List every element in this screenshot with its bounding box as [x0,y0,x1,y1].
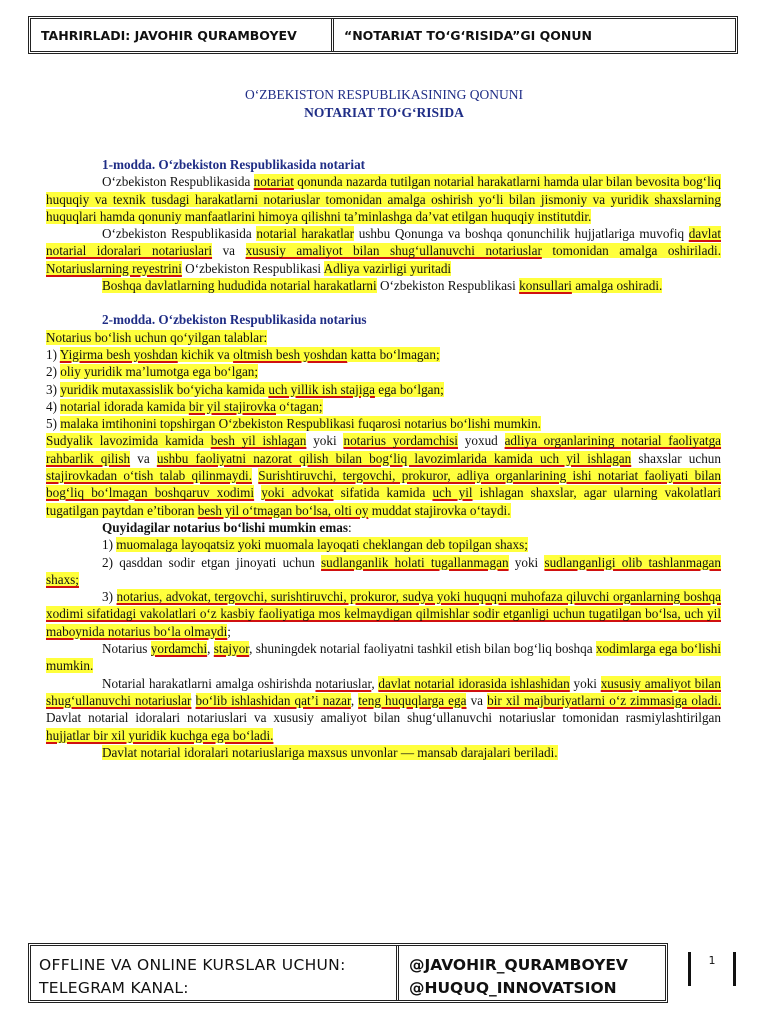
text-run: 4) [46,398,61,414]
highlight: malaka imtihonini topshirgan O‘zbekiston Respublikasi fuqarosi notarius bo‘lishi mumkin. [60,416,541,432]
highlight-underline: sudlanganligi olib tashlanmagan shaxs; [46,554,721,587]
cannot-item-1 [46,536,721,553]
paragraph-gap [46,294,721,311]
highlight: yuridik mutaxassislik bo‘yicha kamida [60,381,269,397]
header-doc-title: “NOTARIAT TO‘G‘RISIDA”GI QONUN [344,27,592,43]
telegram-handle-1[interactable]: @JAVOHIR_QURAMBOYEV [409,956,628,974]
titles-paragraph [46,744,721,761]
text-run: yoki [508,554,545,570]
highlight-underline: notarius, advokat, tergovchi, surishtiruvchi, prokuror, sudya yoki huquqni muhofaza qiluvchi organlarning boshqa xodimi sifatidagi vakolatlari o‘z kasbiy faoliyatiga mos kelmaydigan qilmishlar sodir etganligi uchun tugatilgan bo‘lsa, uch yil maboynida notarius bo‘la olmaydi [46,589,721,639]
helpers-paragraph [46,640,721,675]
text-run [191,693,195,708]
text-run: , [350,692,359,708]
footer-courses-line-2: TELEGRAM KANAL: [39,979,189,997]
text-run: Davlat notarial idoralari notariuslari va xususiy amaliyot bilan shug‘ullanuvchi notariuslar tomonidan rasmiylashtirilgan [46,710,721,726]
highlight-underline: notarius yordamchisi [343,433,458,449]
text-run: yoxud [457,433,505,449]
text-run: 5) [46,416,61,432]
footer-table [28,943,668,1003]
footer-telegram [399,946,665,1000]
highlight-underline: uch yillik ish stajiga [268,381,375,397]
text-run: va [130,450,157,466]
text-run: 1) [102,537,117,553]
requirement-2 [46,363,721,380]
highlight: Davlat notarial idoralari notariuslariga maxsus unvonlar — mansab darajalari beriladi. [102,744,558,760]
text-run: va [212,243,246,259]
highlight-underline: bir xil majburiyatlarni o‘z zimmasiga oladi. [487,692,722,708]
article-2-heading: 2-modda. O‘zbekiston Respublikasida notarius [102,312,367,328]
highlight-underline: adliya organlarining notarial faoliyatga rahbarlik qilish [46,433,722,466]
text-run: Notarial harakatlarni amalga oshirishda [102,675,316,691]
highlight-underline: bir yil stajirovka [188,398,276,414]
text-run: yoki [569,675,601,691]
article-1-paragraph-1 [46,173,721,225]
highlight-underline: Yigirma besh yoshdan [59,346,178,362]
highlight-underline: uch yil [432,485,473,501]
highlight-underline: yordamchi [150,641,208,657]
footer-courses-line-1: OFFLINE VA ONLINE KURSLAR UCHUN: [39,956,346,974]
highlight: tomonidan amalga oshiriladi. [541,243,722,259]
highlight: xodimlarga ega bo‘lishi mumkin. [46,641,721,674]
header-table [28,16,738,54]
page-number: 1 [708,954,716,967]
text-run: shaxslar uchun [631,450,721,466]
text-run: , [207,641,214,657]
highlight-underline: davlat notarial idoralari notariuslari [46,226,721,259]
header-editor: TAHRIRLADI: JAVOHIR QURAMBOYEV [31,19,334,51]
requirement-4 [46,398,721,415]
highlight-underline: besh yil o‘tmagan bo‘lsa, olti oy [197,502,369,518]
highlight: Notarius bo‘lish uchun qo‘yilgan talablar: [46,329,268,345]
highlight-underline: notariat [253,174,294,190]
text-run: Quyidagilar notarius bo‘lishi mumkin emas [102,519,348,535]
text-run: yoki [306,433,344,449]
highlight: ega bo‘lgan; [374,381,444,397]
highlight-underline: davlat notarial idorasida ishlashidan [378,675,570,691]
text-run: O‘zbekiston Respublikasida [102,226,257,242]
requirement-3 [46,381,721,398]
footer-courses [31,946,399,1000]
law-subtitle: NOTARIAT TO‘G‘RISIDA [304,105,464,120]
highlight-underline: konsullari [519,278,572,294]
text-run: va [466,692,488,708]
highlight: muomalaga layoqatsiz yoki muomala layoqati cheklangan deb topilgan shaxs; [116,537,528,553]
law-title: O‘ZBEKISTON RESPUBLIKASINING QONUNI [245,87,523,102]
highlight-underline: sudlanganlik holati tugallanmagan [321,554,509,570]
document-body [46,156,721,761]
highlight: qonunda nazarda tutilgan notarial harakatlarni hamda ular bilan bevosita bog‘liq huquqiy va texnik tusdagi harakatlarni notariuslar tomonidan amalga oshirish yo‘li bilan jismoniy va yuridik shaxslarning huquqlari hamda qonuniy manfaatlarini himoya qilishni ta’minlashga da’vat etilgan huquqiy institutdir. [46,174,721,224]
highlight: o‘tagan; [276,398,323,414]
highlight-underline: teng huquqlarga ega [358,692,467,708]
equal-rights-paragraph [46,675,721,744]
text-run: 1) [46,346,60,362]
highlight: Sudyalik lavozimida kamida [46,433,211,449]
article-1-paragraph-2 [46,225,721,277]
highlight: notarial idorada kamida [60,398,189,414]
highlight: ishlagan shaxslar, agar ularning vakolatlari tugatilgan paytdan e’tiboran [46,485,721,518]
highlight-underline: xususiy amaliyot bilan shug‘ullanuvchi notariuslar [46,675,721,708]
highlight-underline: Notariuslarning reyestrini [46,260,182,276]
requirement-1 [46,346,721,363]
highlight-underline: besh yil ishlagan [210,433,307,449]
text-run: : [347,519,352,535]
text-run: , [371,675,379,691]
highlight: kichik va [177,346,234,362]
requirements-title [46,329,721,346]
highlight: notarial harakatlar [256,226,355,242]
highlight: Adliya vazirligi yuritadi [323,260,452,276]
cannot-item-2 [46,554,721,589]
page-number-box [688,952,736,986]
text-run: O‘zbekiston Respublikasida [102,174,254,190]
cannot-item-3 [46,588,721,640]
highlight-underline: yoki advokat [261,485,334,501]
highlight: oliy yuridik ma’lumotga ega bo‘lgan; [60,364,259,380]
underline: notariuslar [315,675,372,691]
text-run: 3) [102,589,117,605]
highlight-underline: oltmish besh yoshdan [233,346,348,362]
highlight: katta bo‘lmagan; [347,346,440,362]
highlight-underline: hujjatlar bir xil yuridik kuchga ega bo‘ladi. [46,727,274,743]
text-run: 3) [46,381,61,397]
telegram-handle-2[interactable]: @HUQUQ_INNOVATSION [409,979,617,997]
text-run: 2) qasddan sodir etgan jinoyati uchun [102,554,322,570]
highlight: sifatida kamida [333,485,433,501]
text-run: ushbu Qonunga va boshqa qonunchilik hujjatlariga muvofiq [354,226,689,242]
text-run: O‘zbekiston Respublikasi [181,260,324,276]
experience-paragraph [46,432,721,518]
text-run: Notarius [102,641,151,657]
text-run: , shuningdek notarial faoliyatni tashkil etish bilan bog‘liq boshqa [249,641,596,657]
highlight: Boshqa davlatlarning hududida notarial harakatlarni [102,278,377,294]
highlight-underline: Surishtiruvchi, tergovchi, prokuror, adliya organlarining ishi notariat faoliyati bilan bog‘liq bo‘lmagan boshqaruv xodimi [46,468,721,501]
highlight-underline: stajirovkadan o‘tish talab qilinmaydi. [46,468,252,484]
text-run: ; [227,623,231,639]
highlight-underline: bo‘lib ishlashidan qat’i nazar [195,692,351,708]
highlight: muddat stajirovka o‘taydi. [368,502,511,518]
requirement-5 [46,415,721,432]
article-1-heading: 1-modda. O‘zbekiston Respublikasida notariat [102,157,366,172]
highlight: amalga oshiradi. [571,278,663,294]
text-run: 2) [46,364,61,380]
highlight-underline: uch yil ishlagan [540,450,632,466]
highlight-underline: xususiy amaliyot bilan shug‘ullanuvchi notariuslar [245,243,542,259]
text-run: O‘zbekiston Respublikasi [376,278,520,294]
cannot-be-notary-title [46,519,721,536]
highlight-underline: ushbu faoliyatni nazorat qilish bilan bog‘liq lavozimlarida kamida [156,450,541,466]
article-1-paragraph-3 [46,277,721,294]
highlight-underline: stajyor [213,641,250,657]
